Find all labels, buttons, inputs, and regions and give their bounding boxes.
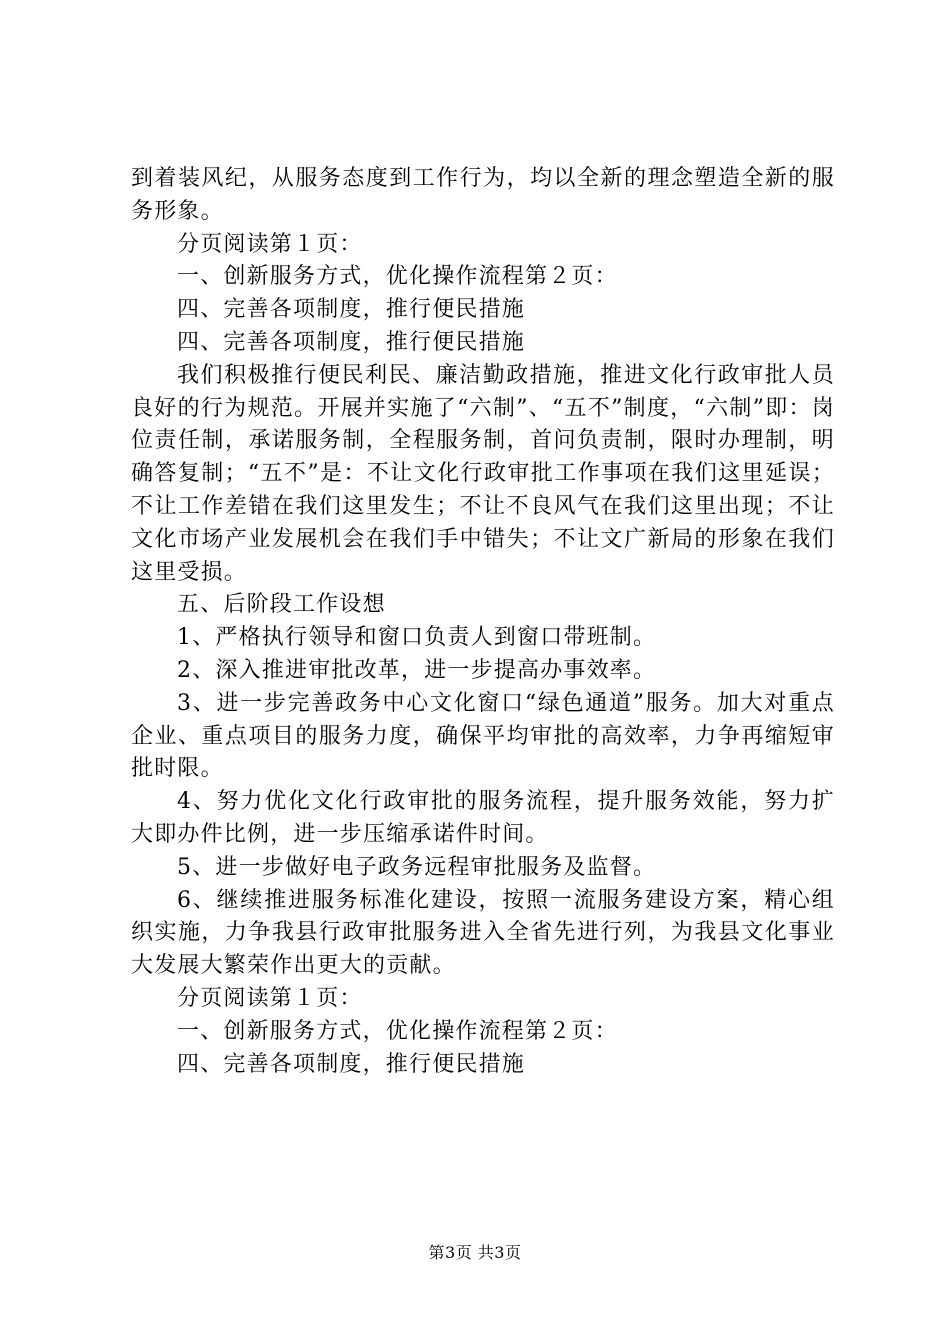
- paragraph: 我们积极推行便民利民、廉洁勤政措施，推进文化行政审批人员良好的行为规范。开展并实施了“六制”、“五不”制度，“六制”即：岗位责任制，承诺服务制，全程服务制，首问负责制，限时办理制，明确答复制；“五不”是：不让文化行政审批工作事项在我们这里延误；不让工作差错在我们这里发生；不让不良风气在我们这里出现；不让文化市场产业发展机会在我们手中错失；不让文广新局的形象在我们这里受损。: [131, 362, 835, 585]
- paragraph: 1、严格执行领导和窗口负责人到窗口带班制。: [177, 625, 657, 651]
- paragraph: 四、完善各项制度，推行便民措施: [177, 329, 526, 355]
- paragraph: 6、继续推进服务标准化建设，按照一流服务建设方案，精心组织实施，力争我县行政审批服务进入全省先进行列，为我县文化事业大发展大繁荣作出更大的贡献。: [131, 887, 835, 979]
- paragraph: 3、进一步完善政务中心文化窗口“绿色通道”服务。加大对重点企业、重点项目的服务力度，确保平均审批的高效率，力争再缩短审批时限。: [131, 690, 835, 782]
- paragraph: 2、深入推进审批改革，进一步提高办事效率。: [177, 657, 657, 683]
- paragraph: 分页阅读第１页：: [177, 231, 363, 257]
- page-footer: 第3页 共3页: [428, 1243, 522, 1262]
- document-body: [131, 163, 835, 1081]
- paragraph: 到着装风纪，从服务态度到工作行为，均以全新的理念塑造全新的服务形象。: [131, 166, 835, 224]
- paragraph: 一、创新服务方式，优化操作流程第２页：: [177, 1018, 618, 1044]
- paragraph: 五、后阶段工作设想: [177, 592, 386, 618]
- paragraph: 一、创新服务方式，优化操作流程第２页：: [177, 264, 618, 290]
- paragraph: 4、努力优化文化行政审批的服务流程，提升服务效能，努力扩大即办件比例，进一步压缩承诺件时间。: [131, 789, 835, 847]
- paragraph: 分页阅读第１页：: [177, 985, 363, 1011]
- paragraph: 四、完善各项制度，推行便民措施: [177, 1051, 526, 1077]
- paragraph: 5、进一步做好电子政务远程审批服务及监督。: [177, 854, 657, 880]
- paragraph: 四、完善各项制度，推行便民措施: [177, 297, 526, 323]
